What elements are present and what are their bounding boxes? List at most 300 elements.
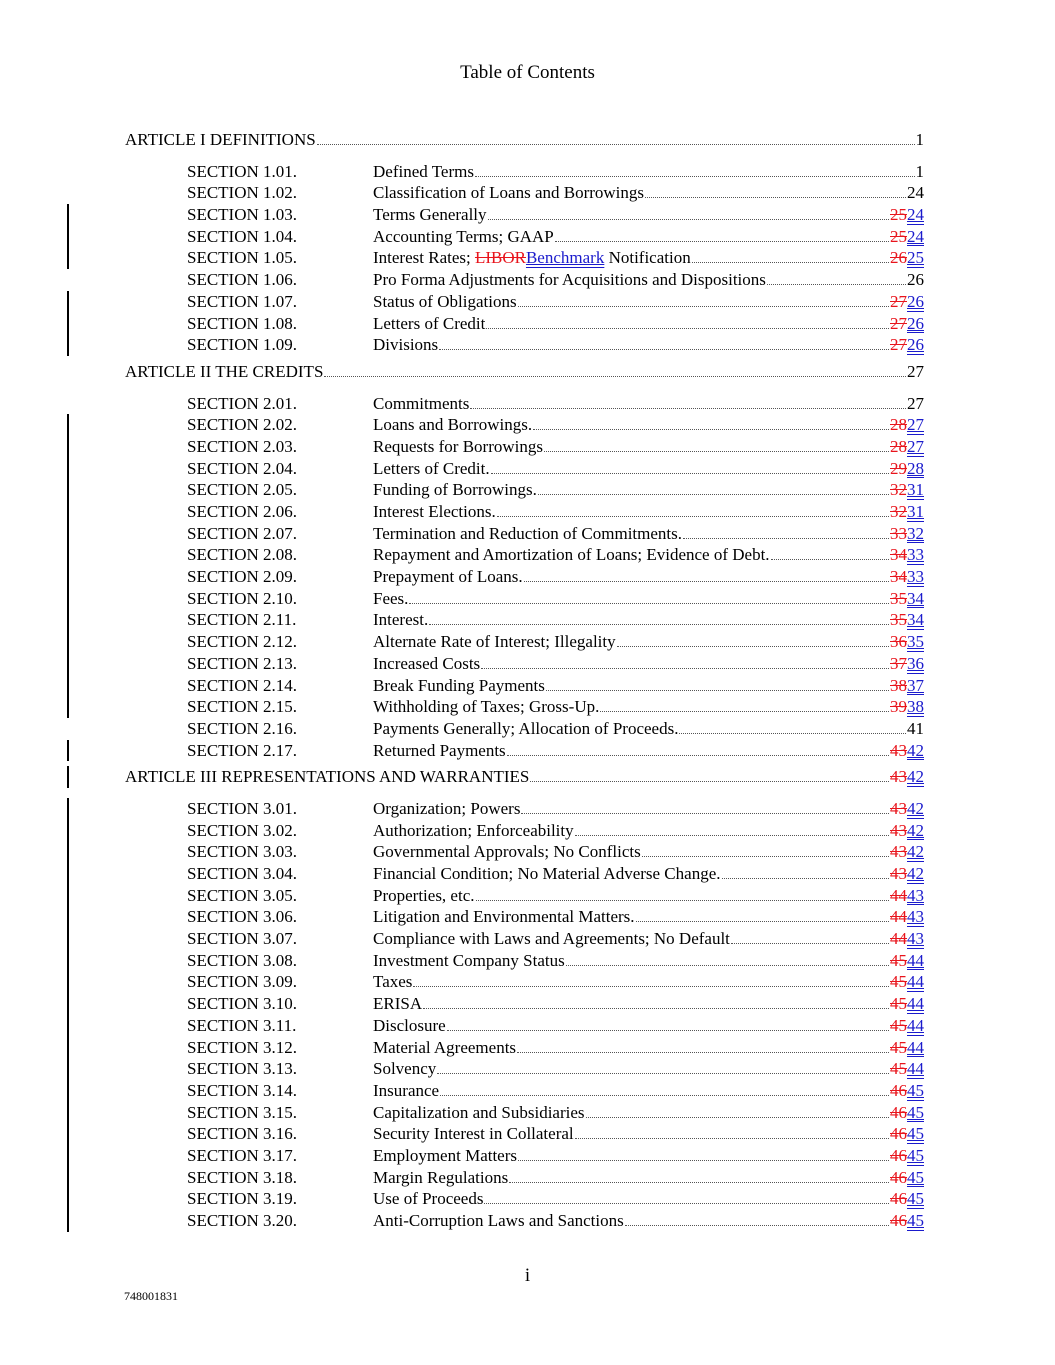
section-number: SECTION 2.15. (187, 697, 298, 717)
inserted-page-number[interactable]: 26 (907, 291, 924, 311)
toc-section-entry[interactable] (0, 653, 1055, 675)
section-title[interactable]: Employment Matters (373, 1145, 518, 1165)
dot-leader (324, 361, 906, 377)
toc-section-entry[interactable] (0, 334, 1055, 356)
section-title[interactable]: Investment Company Status (373, 950, 565, 970)
inserted-page-number[interactable]: 42 (907, 798, 924, 818)
article-title[interactable]: ARTICLE II THE CREDITS (125, 361, 324, 381)
section-title[interactable]: Pro Forma Adjustments for Acquisitions and Dispositions (373, 270, 766, 290)
section-title[interactable]: Terms Generally (373, 205, 487, 225)
entry-label-line (373, 1037, 924, 1059)
section-title[interactable]: Defined Terms (373, 161, 474, 181)
toc-article-entry[interactable] (0, 361, 1055, 383)
entry-label-line (125, 766, 924, 788)
inserted-page-number[interactable]: 27 (907, 436, 924, 456)
toc-section-entry[interactable] (0, 1058, 1055, 1080)
section-number: SECTION 3.17. (187, 1145, 298, 1165)
deleted-page-number: 45 (890, 1015, 907, 1035)
page-reference[interactable] (890, 1102, 924, 1124)
entry-label-line (373, 436, 924, 458)
inserted-page-number[interactable]: 44 (907, 1037, 924, 1057)
page-reference[interactable] (890, 820, 924, 842)
section-number: SECTION 2.01. (187, 393, 298, 413)
inserted-page-number[interactable]: 42 (907, 740, 924, 760)
section-title[interactable]: Accounting Terms; GAAP (373, 226, 554, 246)
inserted-page-number[interactable]: 45 (907, 1145, 924, 1165)
toc-section-entry[interactable] (0, 1123, 1055, 1145)
page-reference[interactable] (890, 885, 924, 907)
inserted-page-number[interactable]: 28 (907, 458, 924, 478)
section-number: SECTION 1.07. (187, 291, 298, 311)
entry-label-line (373, 291, 924, 313)
page-reference[interactable]: 1 (915, 130, 924, 149)
section-number: SECTION 3.15. (187, 1102, 298, 1122)
entry-label-line (373, 928, 924, 950)
deleted-page-number: 45 (890, 1059, 907, 1079)
inserted-page-number[interactable]: 36 (907, 653, 924, 673)
inserted-page-number[interactable]: 44 (907, 1015, 924, 1035)
section-number: SECTION 3.02. (187, 820, 298, 840)
page-reference[interactable] (890, 653, 924, 675)
section-title[interactable]: Loans and Borrowings. (373, 415, 533, 435)
page-reference[interactable] (890, 1210, 924, 1232)
page-reference[interactable] (890, 204, 924, 226)
toc-section-entry[interactable] (0, 1037, 1055, 1059)
dot-leader (409, 588, 889, 604)
inserted-page-number[interactable]: 38 (907, 697, 924, 717)
toc-section-entry[interactable] (0, 182, 1055, 204)
deleted-page-number: 25 (890, 205, 907, 225)
section-number: SECTION 1.08. (187, 313, 298, 333)
revision-change-bar (67, 414, 69, 718)
page-reference[interactable] (890, 334, 924, 356)
page-reference[interactable] (890, 291, 924, 313)
deleted-page-number: 32 (890, 502, 907, 521)
page-reference[interactable] (890, 675, 924, 697)
toc-section-entry[interactable] (0, 798, 1055, 820)
entry-label-line (373, 247, 924, 269)
toc-section-entry[interactable] (0, 863, 1055, 885)
toc-section-entry[interactable] (0, 247, 1055, 269)
toc-section-entry[interactable] (0, 523, 1055, 545)
dot-leader (488, 204, 889, 220)
section-title[interactable]: Margin Regulations (373, 1167, 509, 1187)
entry-label-line (373, 631, 924, 653)
section-number: SECTION 3.18. (187, 1167, 298, 1187)
page-reference[interactable]: 26 (907, 270, 924, 290)
dot-leader (439, 334, 889, 350)
page-reference[interactable] (890, 1058, 924, 1080)
section-title[interactable]: Interest Elections. (373, 502, 496, 521)
dot-leader (317, 129, 915, 145)
page-reference[interactable] (890, 523, 924, 545)
inserted-page-number[interactable]: 34 (907, 610, 924, 630)
section-title[interactable]: Withholding of Taxes; Gross-Up. (373, 697, 600, 717)
deleted-page-number: 35 (890, 610, 907, 630)
page-reference[interactable]: 1 (915, 161, 924, 181)
revision-change-bar (67, 798, 69, 1232)
inserted-page-number[interactable]: 24 (907, 205, 924, 225)
section-title[interactable]: Requests for Borrowings (373, 436, 543, 456)
page-reference[interactable] (890, 766, 924, 788)
deleted-page-number: 27 (890, 335, 907, 355)
toc-section-entry[interactable] (0, 501, 1055, 523)
section-title[interactable]: Letters of Credit. (373, 458, 490, 478)
toc-section-entry[interactable] (0, 675, 1055, 697)
toc-section-entry[interactable] (0, 588, 1055, 610)
entry-label-line (373, 675, 924, 697)
inserted-page-number[interactable]: 42 (907, 864, 924, 883)
toc-section-entry[interactable] (0, 291, 1055, 313)
page-reference[interactable] (890, 479, 924, 501)
inserted-page-number[interactable]: 44 (907, 1059, 924, 1079)
toc-section-entry[interactable] (0, 609, 1055, 631)
inserted-page-number[interactable]: 37 (907, 675, 924, 695)
section-number: SECTION 2.04. (187, 458, 298, 478)
page-reference[interactable] (890, 226, 924, 248)
inserted-page-number[interactable]: 34 (907, 588, 924, 608)
toc-section-entry[interactable] (0, 204, 1055, 226)
inserted-page-number[interactable]: 45 (907, 1080, 924, 1100)
page-reference[interactable] (890, 950, 924, 972)
toc-section-entry[interactable] (0, 269, 1055, 291)
section-title[interactable]: Material Agreements (373, 1037, 517, 1057)
toc-section-entry[interactable] (0, 906, 1055, 928)
deleted-page-number: 34 (890, 545, 907, 565)
entry-label-line (373, 588, 924, 610)
page-reference[interactable] (890, 906, 924, 928)
deleted-page-number: 43 (890, 842, 907, 862)
entry-label-line (373, 696, 924, 718)
section-title[interactable]: Insurance (373, 1080, 440, 1100)
page-reference[interactable]: 24 (907, 183, 924, 203)
page-reference[interactable] (890, 1188, 924, 1210)
inserted-page-number[interactable]: 25 (907, 248, 924, 268)
page-reference[interactable] (890, 841, 924, 863)
dot-leader (524, 566, 889, 582)
entry-label-line (125, 361, 924, 383)
toc-section-entry[interactable] (0, 1102, 1055, 1124)
page-reference[interactable] (890, 696, 924, 718)
section-number: SECTION 2.02. (187, 415, 298, 435)
inserted-page-number[interactable]: 33 (907, 545, 924, 565)
toc-section-entry[interactable] (0, 718, 1055, 740)
section-title[interactable]: Properties, etc. (373, 885, 475, 905)
dot-leader (683, 523, 889, 539)
deleted-page-number: 32 (890, 480, 907, 500)
inserted-page-number[interactable]: 44 (907, 994, 924, 1014)
deleted-page-number: 46 (890, 1189, 907, 1209)
inserted-page-number[interactable]: 26 (907, 335, 924, 355)
toc-section-entry[interactable] (0, 161, 1055, 183)
section-title[interactable]: Governmental Approvals; No Conflicts (373, 842, 641, 862)
inserted-page-number[interactable]: 44 (907, 972, 924, 992)
entry-label-line (373, 993, 924, 1015)
section-title[interactable]: Divisions (373, 335, 439, 355)
entry-label-line (373, 523, 924, 545)
inserted-page-number[interactable]: 43 (907, 885, 924, 905)
toc-section-entry[interactable] (0, 226, 1055, 248)
toc-section-entry[interactable] (0, 820, 1055, 842)
inserted-page-number[interactable]: 43 (907, 929, 924, 949)
section-number: SECTION 3.14. (187, 1080, 298, 1100)
dot-leader (507, 740, 889, 756)
document-id: 748001831 (124, 1289, 178, 1303)
section-number: SECTION 3.09. (187, 972, 298, 992)
section-title[interactable]: Financial Condition; No Material Adverse Change. (373, 864, 721, 883)
section-number: SECTION 2.12. (187, 632, 298, 652)
section-title[interactable] (373, 247, 691, 269)
toc-section-entry[interactable] (0, 696, 1055, 718)
section-title[interactable]: Taxes (373, 972, 413, 992)
inserted-page-number[interactable]: 43 (907, 907, 924, 927)
section-number: SECTION 3.11. (187, 1015, 297, 1035)
section-number: SECTION 2.14. (187, 675, 298, 695)
section-title[interactable]: Termination and Reduction of Commitments. (373, 523, 683, 543)
toc-section-entry[interactable] (0, 458, 1055, 480)
inserted-page-number[interactable]: 44 (907, 950, 924, 970)
toc-section-entry[interactable] (0, 950, 1055, 972)
page-reference[interactable] (890, 863, 924, 885)
inserted-page-number[interactable]: 35 (907, 632, 924, 652)
deleted-page-number: 35 (890, 588, 907, 608)
entry-label-line (125, 129, 924, 151)
page-reference[interactable] (890, 501, 924, 523)
deleted-page-number: 27 (890, 291, 907, 311)
dot-leader (518, 291, 889, 307)
section-title[interactable]: Solvency (373, 1059, 437, 1079)
section-number: SECTION 2.07. (187, 523, 298, 543)
page-reference[interactable] (890, 588, 924, 610)
toc-section-entry[interactable] (0, 1167, 1055, 1189)
page-reference[interactable]: 27 (907, 361, 924, 381)
entry-label-line (373, 414, 924, 436)
dot-leader (575, 1123, 889, 1139)
section-title[interactable]: ERISA (373, 994, 423, 1014)
inserted-page-number[interactable]: 31 (907, 502, 924, 521)
page-reference[interactable] (890, 313, 924, 335)
inserted-page-number[interactable]: 42 (907, 767, 924, 787)
inserted-page-number[interactable]: 24 (907, 226, 924, 246)
toc-section-entry[interactable] (0, 740, 1055, 762)
page-reference[interactable] (890, 436, 924, 458)
entry-label-line (373, 226, 924, 248)
inserted-page-number[interactable]: 45 (907, 1124, 924, 1144)
section-number: SECTION 2.06. (187, 502, 298, 521)
page-reference[interactable] (890, 740, 924, 762)
page-reference[interactable] (890, 993, 924, 1015)
section-title[interactable]: Funding of Borrowings. (373, 480, 537, 500)
section-title[interactable]: Alternate Rate of Interest; Illegality (373, 632, 616, 652)
inserted-page-number[interactable]: 45 (907, 1189, 924, 1209)
entry-label-line (373, 609, 924, 631)
deleted-page-number: 46 (890, 1124, 907, 1144)
page-reference[interactable] (890, 414, 924, 436)
dot-leader (521, 798, 889, 814)
page-reference[interactable] (890, 928, 924, 950)
inserted-page-number[interactable]: 32 (907, 523, 924, 543)
section-number: SECTION 3.06. (187, 907, 298, 927)
section-number: SECTION 2.10. (187, 588, 298, 608)
section-title[interactable]: Litigation and Environmental Matters. (373, 907, 635, 927)
entry-label-line (373, 718, 924, 740)
section-title[interactable]: Authorization; Enforceability (373, 820, 574, 840)
inserted-page-number[interactable]: 45 (907, 1211, 924, 1230)
section-number: SECTION 1.09. (187, 335, 298, 355)
toc-section-entry[interactable] (0, 885, 1055, 907)
inserted-page-number[interactable]: 45 (907, 1102, 924, 1122)
section-title[interactable]: Letters of Credit (373, 313, 486, 333)
entry-label-line (373, 458, 924, 480)
page-reference[interactable] (890, 1123, 924, 1145)
section-title[interactable]: Compliance with Laws and Agreements; No Default (373, 929, 730, 949)
entry-label-line (373, 1123, 924, 1145)
dot-leader (722, 863, 890, 879)
inserted-page-number[interactable]: 42 (907, 820, 924, 840)
dot-leader (586, 1102, 889, 1118)
entry-label-line (373, 1167, 924, 1189)
deleted-page-number: 45 (890, 1037, 907, 1057)
dot-leader (518, 1145, 889, 1161)
deleted-page-number: 44 (890, 907, 907, 927)
toc-section-entry[interactable] (0, 414, 1055, 436)
section-title[interactable]: Prepayment of Loans. (373, 567, 523, 587)
page-reference[interactable] (890, 971, 924, 993)
deleted-page-number: 34 (890, 567, 907, 587)
dot-leader (484, 1188, 889, 1204)
page-reference[interactable]: 41 (907, 718, 924, 738)
entry-label-line (373, 863, 924, 885)
dot-leader (470, 393, 906, 409)
page-reference[interactable]: 27 (907, 393, 924, 413)
section-number: SECTION 3.12. (187, 1037, 298, 1057)
toc-section-entry[interactable] (0, 971, 1055, 993)
dot-leader (533, 414, 889, 430)
deleted-page-number: 46 (890, 1167, 907, 1187)
toc-section-entry[interactable] (0, 841, 1055, 863)
section-title[interactable]: Increased Costs (373, 653, 481, 673)
toc-section-entry[interactable] (0, 313, 1055, 335)
section-title[interactable]: Classification of Loans and Borrowings (373, 183, 645, 203)
deleted-page-number: 46 (890, 1145, 907, 1165)
page-reference[interactable] (890, 1145, 924, 1167)
toc-section-entry[interactable] (0, 544, 1055, 566)
toc-section-entry[interactable] (0, 1080, 1055, 1102)
article-title[interactable]: ARTICLE III REPRESENTATIONS AND WARRANTIES (125, 767, 530, 787)
page-reference[interactable] (890, 1080, 924, 1102)
toc-article-entry[interactable] (0, 129, 1055, 151)
dot-leader (486, 313, 889, 329)
deleted-text: LIBOR (474, 248, 526, 268)
entry-label-line (373, 1102, 924, 1124)
deleted-page-number: 26 (890, 248, 907, 268)
page-reference[interactable] (890, 247, 924, 269)
inserted-text[interactable]: Benchmark (525, 248, 605, 268)
page-reference[interactable] (890, 1015, 924, 1037)
inserted-page-number[interactable]: 42 (907, 842, 924, 862)
section-number: SECTION 3.16. (187, 1124, 298, 1144)
section-title[interactable]: Anti-Corruption Laws and Sanctions (373, 1211, 624, 1230)
inserted-page-number[interactable]: 33 (907, 567, 924, 587)
section-title[interactable]: Interest. (373, 610, 429, 630)
deleted-page-number: 27 (890, 313, 907, 333)
dot-leader (600, 696, 889, 712)
toc-section-entry[interactable] (0, 1210, 1055, 1232)
toc-section-entry[interactable] (0, 479, 1055, 501)
page-reference[interactable] (890, 631, 924, 653)
toc-section-entry[interactable] (0, 566, 1055, 588)
dot-leader (617, 631, 889, 647)
section-title[interactable]: Break Funding Payments (373, 675, 545, 695)
inserted-page-number[interactable]: 31 (907, 480, 924, 500)
deleted-page-number: 43 (890, 864, 907, 883)
inserted-page-number[interactable]: 27 (907, 415, 924, 435)
page-reference[interactable] (890, 798, 924, 820)
toc-section-entry[interactable] (0, 928, 1055, 950)
table-of-contents (0, 124, 1055, 1232)
section-number: SECTION 2.03. (187, 436, 298, 456)
deleted-page-number: 43 (890, 820, 907, 840)
dot-leader (447, 1015, 889, 1031)
entry-label-line (373, 334, 924, 356)
page-reference[interactable] (890, 458, 924, 480)
section-number: SECTION 3.03. (187, 842, 298, 862)
section-title[interactable]: Fees. (373, 588, 409, 608)
toc-section-entry[interactable] (0, 631, 1055, 653)
deleted-page-number: 25 (890, 226, 907, 246)
dot-leader (731, 928, 889, 944)
inserted-page-number[interactable]: 45 (907, 1167, 924, 1187)
section-number: SECTION 1.05. (187, 248, 298, 268)
page-reference[interactable] (890, 1167, 924, 1189)
dot-leader (767, 269, 906, 285)
deleted-page-number: 43 (890, 798, 907, 818)
section-number: SECTION 3.10. (187, 994, 298, 1014)
section-title[interactable]: Payments Generally; Allocation of Proceeds. (373, 718, 679, 738)
toc-section-entry[interactable] (0, 1015, 1055, 1037)
page-reference[interactable] (890, 566, 924, 588)
section-title[interactable]: Returned Payments (373, 740, 506, 760)
toc-section-entry[interactable] (0, 1188, 1055, 1210)
entry-label-line (373, 1058, 924, 1080)
section-number: SECTION 2.13. (187, 653, 298, 673)
toc-section-entry[interactable] (0, 436, 1055, 458)
article-title[interactable]: ARTICLE I DEFINITIONS (125, 130, 316, 149)
section-title[interactable]: Status of Obligations (373, 291, 517, 311)
section-title[interactable]: Commitments (373, 393, 470, 413)
section-title[interactable]: Repayment and Amortization of Loans; Evidence of Debt. (373, 545, 770, 565)
section-title[interactable]: Capitalization and Subsidiaries (373, 1102, 585, 1122)
section-title[interactable]: Use of Proceeds (373, 1189, 484, 1209)
toc-section-entry[interactable] (0, 1145, 1055, 1167)
section-title[interactable]: Security Interest in Collateral (373, 1124, 574, 1144)
inserted-page-number[interactable]: 26 (907, 313, 924, 333)
toc-section-entry[interactable] (0, 993, 1055, 1015)
entry-label-line (373, 161, 924, 183)
deleted-page-number: 28 (890, 436, 907, 456)
toc-section-entry[interactable] (0, 393, 1055, 415)
page-reference[interactable] (890, 1037, 924, 1059)
section-title[interactable]: Organization; Powers (373, 798, 521, 818)
page-reference[interactable] (890, 609, 924, 631)
dot-leader (575, 820, 889, 836)
toc-article-entry[interactable] (0, 766, 1055, 788)
page-reference[interactable] (890, 544, 924, 566)
section-title[interactable]: Disclosure (373, 1015, 446, 1035)
entry-label-line (373, 740, 924, 762)
deleted-page-number: 33 (890, 523, 907, 543)
dot-leader (645, 182, 906, 198)
